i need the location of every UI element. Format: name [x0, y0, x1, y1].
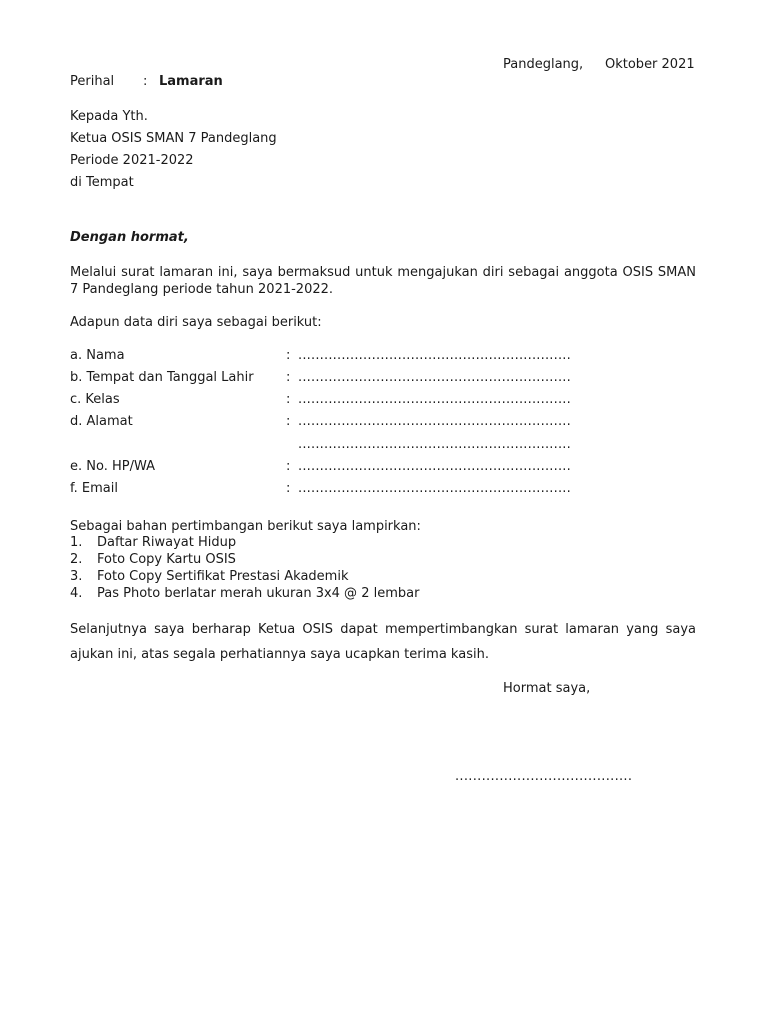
closing-paragraph: Selanjutnya saya berharap Ketua OSIS dapat mempertimbangkan surat lamaran yang saya ajukan ini, atas segala perhatiannya saya ucapkan terima kasih.	[70, 622, 696, 662]
data-fill-line: ...............................................................	[298, 481, 571, 496]
data-colon: :	[286, 392, 291, 407]
attachments-intro: Sebagai bahan pertimbangan berikut saya lampirkan:	[70, 519, 421, 534]
data-label: d. Alamat	[70, 414, 133, 429]
recipient-line-4: di Tempat	[70, 175, 134, 190]
data-row-email	[70, 481, 610, 499]
data-fill-line: ...............................................................	[298, 392, 571, 407]
attachment-number: 2.	[70, 552, 83, 567]
greeting: Dengan hormat,	[70, 230, 189, 245]
data-fill-line: ...............................................................	[298, 459, 571, 474]
data-label: b. Tempat dan Tanggal Lahir	[70, 370, 254, 385]
recipient-line-3: Periode 2021-2022	[70, 153, 194, 168]
data-colon: :	[286, 370, 291, 385]
data-fill-line: ...............................................................	[298, 414, 571, 429]
attachment-number: 4.	[70, 586, 83, 601]
attachment-text: Daftar Riwayat Hidup	[97, 535, 237, 550]
data-label: e. No. HP/WA	[70, 459, 156, 474]
recipient-line-2: Ketua OSIS SMAN 7 Pandeglang	[70, 131, 277, 146]
subject-value: Lamaran	[159, 74, 223, 89]
recipient-line-1: Kepada Yth.	[70, 109, 148, 124]
data-fill-line: ...............................................................	[298, 348, 571, 363]
intro-paragraph: Melalui surat lamaran ini, saya bermaksud untuk mengajukan diri sebagai anggota OSIS SMAN 7 Pandeglang periode tahun 2021-2022.	[70, 265, 696, 297]
data-fill-line: ...............................................................	[298, 437, 571, 452]
data-row-nama	[70, 348, 610, 366]
data-row-alamat-continued	[70, 437, 610, 455]
data-fill-line: ...............................................................	[298, 370, 571, 385]
data-label: a. Nama	[70, 348, 125, 363]
data-intro: Adapun data diri saya sebagai berikut:	[70, 315, 322, 330]
data-row-alamat	[70, 414, 610, 432]
data-row-ttl	[70, 370, 610, 388]
attachment-text: Foto Copy Kartu OSIS	[97, 552, 236, 567]
attachment-text: Pas Photo berlatar merah ukuran 3x4 @ 2 lembar	[97, 586, 420, 601]
signature-line: ........................................	[455, 769, 633, 784]
letter-date: Oktober 2021	[605, 57, 695, 72]
letter-place: Pandeglang,	[503, 57, 584, 72]
subject-colon: :	[143, 74, 148, 89]
attachment-text: Foto Copy Sertifikat Prestasi Akademik	[97, 569, 349, 584]
attachment-number: 3.	[70, 569, 83, 584]
attachment-number: 1.	[70, 535, 83, 550]
data-colon: :	[286, 481, 291, 496]
data-row-hp	[70, 459, 610, 477]
subject-label: Perihal	[70, 74, 115, 89]
data-colon: :	[286, 348, 291, 363]
data-label: c. Kelas	[70, 392, 120, 407]
data-colon: :	[286, 459, 291, 474]
data-colon: :	[286, 414, 291, 429]
data-row-kelas	[70, 392, 610, 410]
data-label: f. Email	[70, 481, 118, 496]
signoff: Hormat saya,	[503, 681, 591, 696]
